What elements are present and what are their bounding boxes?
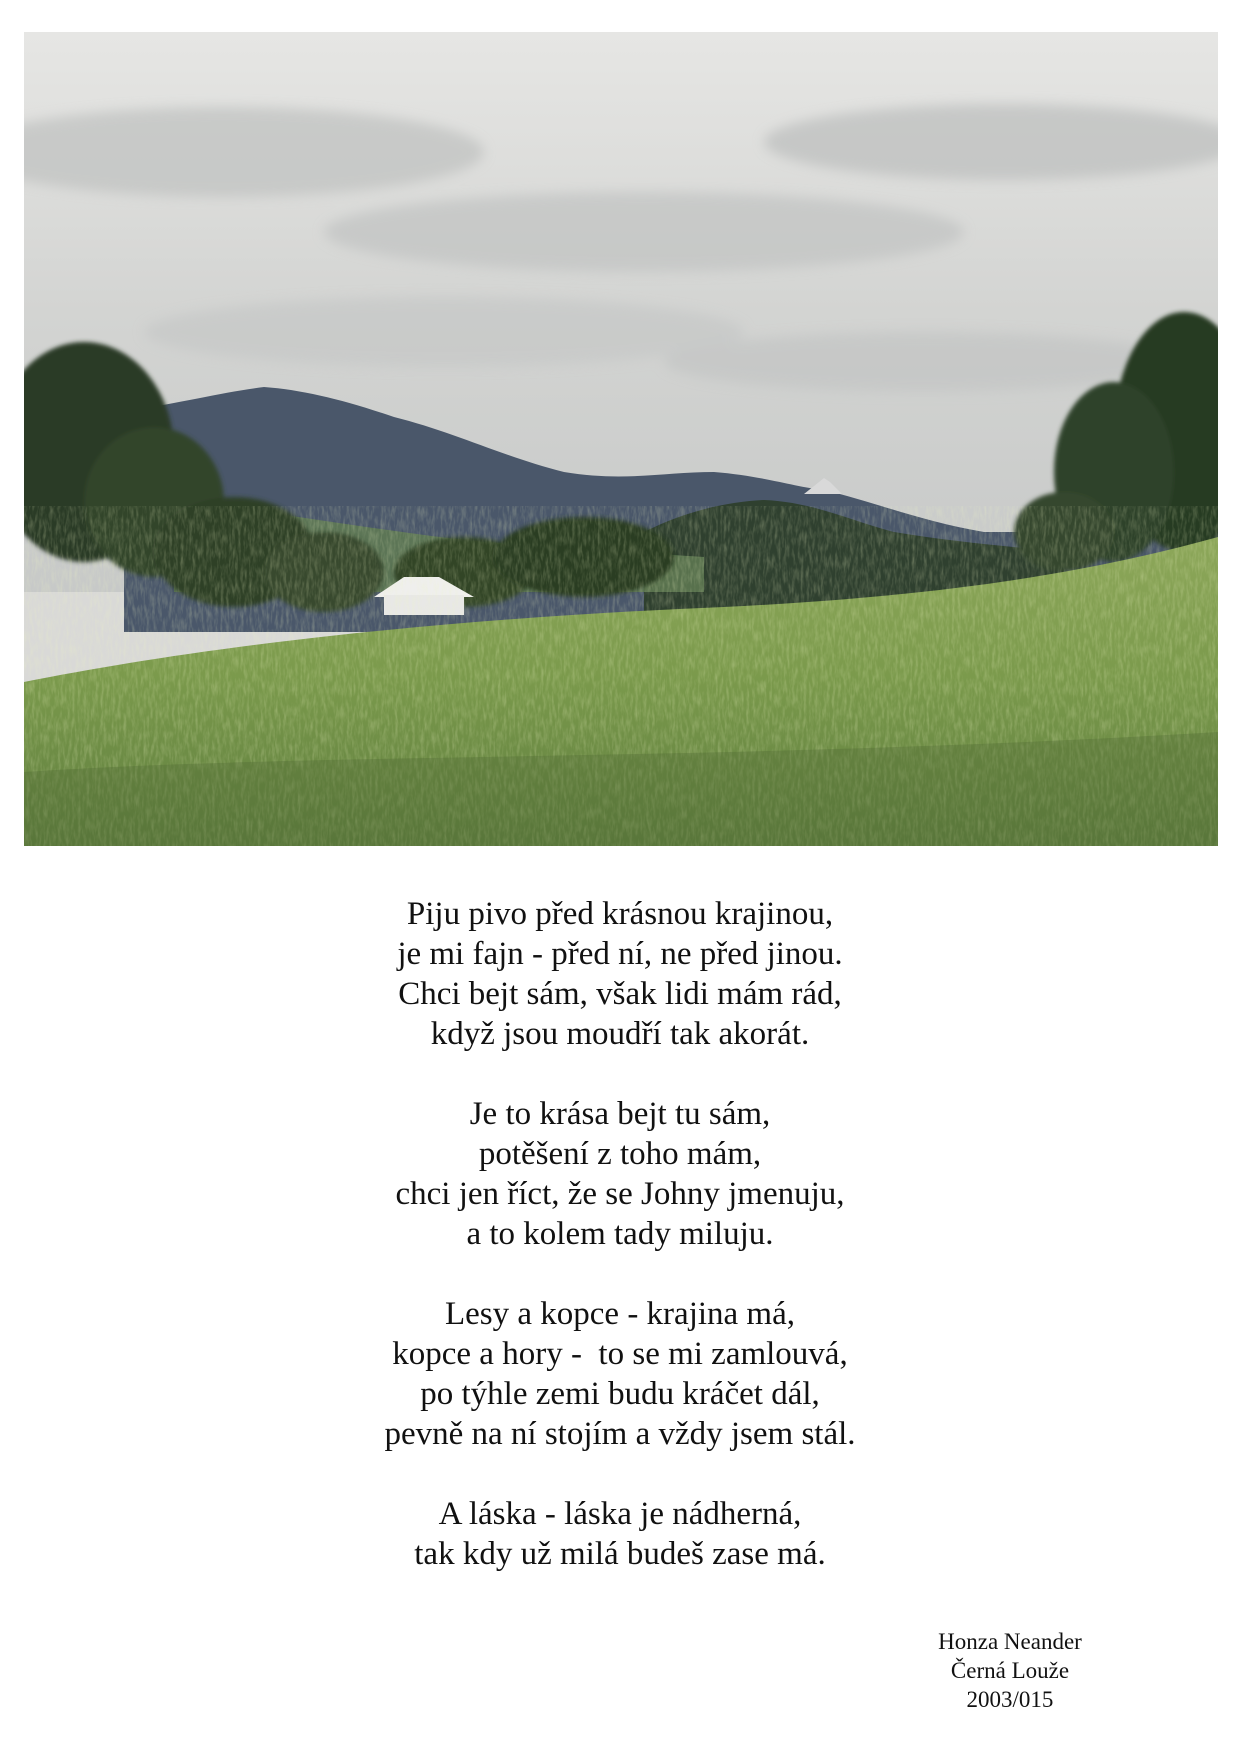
landscape-photo <box>24 32 1218 846</box>
poem-code: 2003/015 <box>966 1687 1054 1712</box>
stanza-3 <box>0 1294 1240 1454</box>
poem-line: Je to krása bejt tu sám, <box>469 1096 771 1132</box>
poem-line: je mi fajn - před ní, ne před jinou. <box>397 936 843 972</box>
poem-line: po týhle zemi budu kráčet dál, <box>420 1376 820 1412</box>
poem-line: Chci bejt sám, však lidi mám rád, <box>398 976 842 1012</box>
poem-line: když jsou moudří tak akorát. <box>430 1016 810 1052</box>
poem-line: chci jen říct, že se Johny jmenuju, <box>395 1176 845 1212</box>
poem-line: potěšení z toho mám, <box>478 1136 762 1172</box>
place-name: Černá Louže <box>950 1658 1070 1683</box>
signature <box>870 1627 1150 1714</box>
stanza-4 <box>0 1494 1240 1574</box>
poem-line: Piju pivo před krásnou krajinou, <box>406 896 834 932</box>
landscape-illustration <box>24 32 1218 846</box>
poem-line: A láska - láska je nádherná, <box>438 1496 802 1532</box>
poem-line: pevně na ní stojím a vždy jsem stál. <box>384 1416 856 1452</box>
poem-line: kopce a hory - to se mi zamlouvá, <box>392 1336 848 1372</box>
poem-line: tak kdy už milá budeš zase má. <box>414 1536 826 1572</box>
stanza-2 <box>0 1094 1240 1254</box>
poem-line: a to kolem tady miluju. <box>466 1216 774 1252</box>
poem <box>0 894 1240 1574</box>
poem-line: Lesy a kopce - krajina má, <box>444 1296 795 1332</box>
stanza-1 <box>0 894 1240 1054</box>
author-name: Honza Neander <box>938 1629 1082 1654</box>
